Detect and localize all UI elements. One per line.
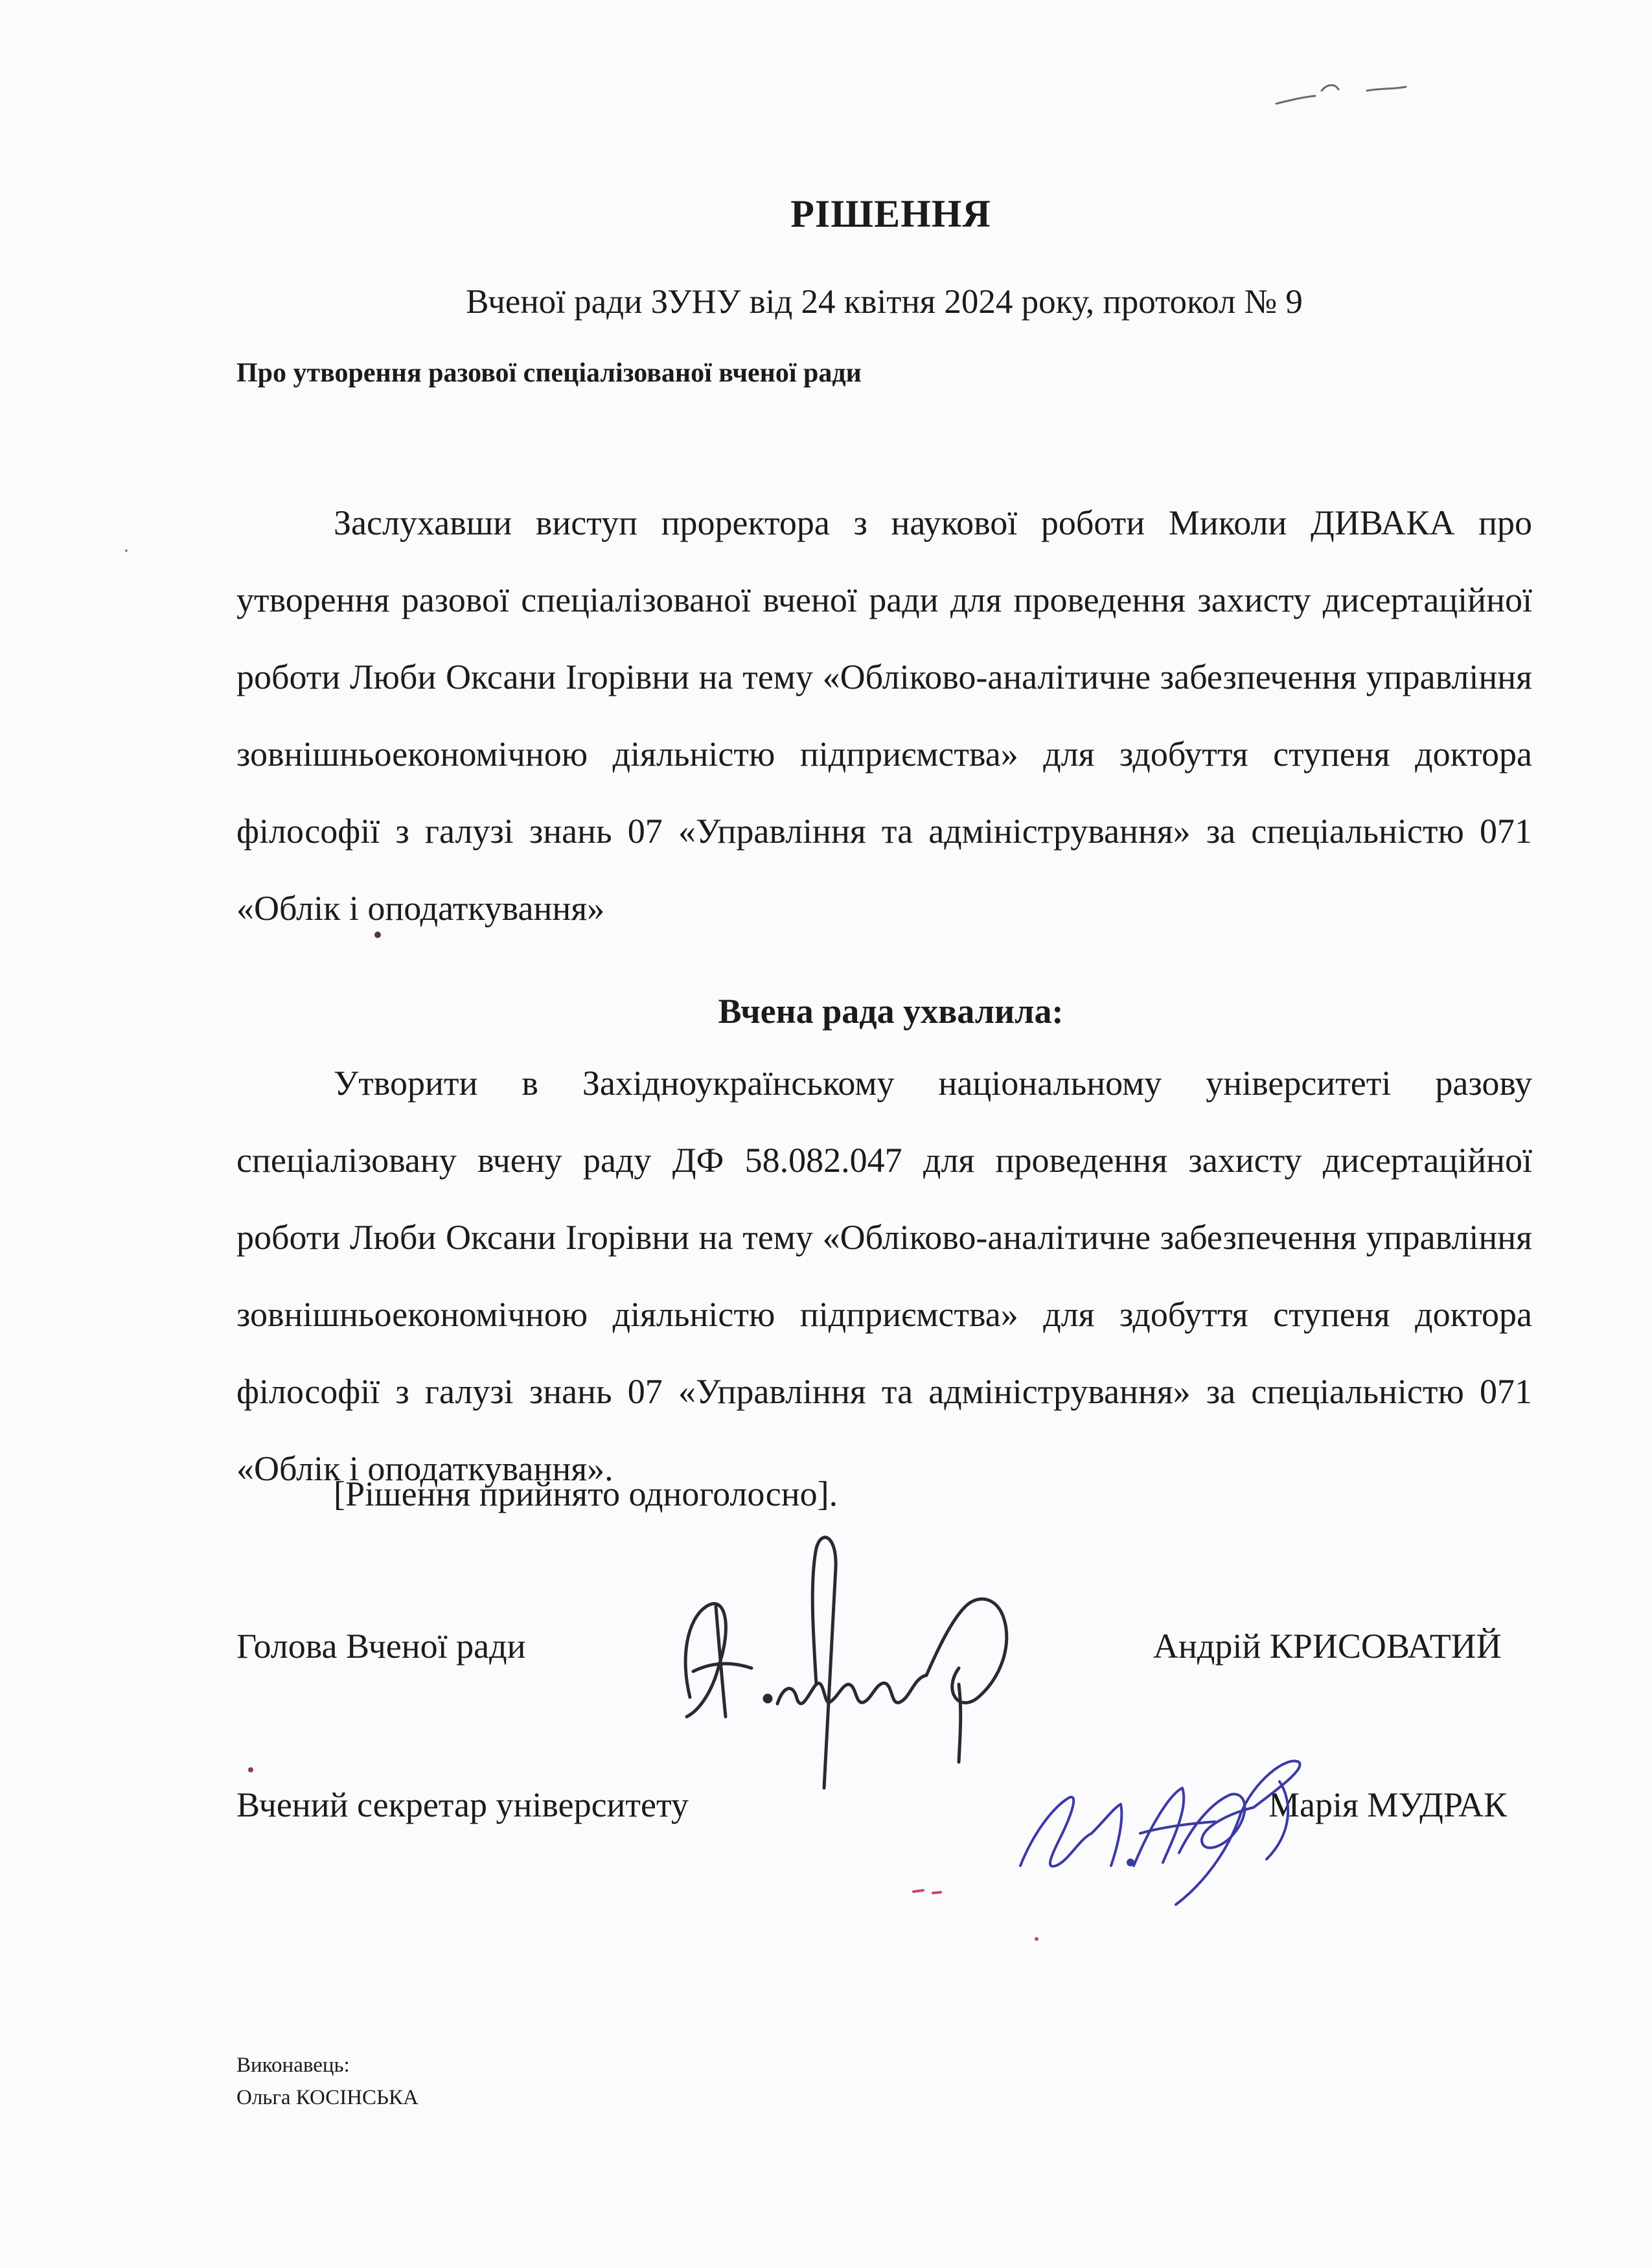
executor-label: Виконавець: bbox=[236, 2054, 350, 2077]
secretary-role: Вчений секретар університету bbox=[236, 1785, 689, 1824]
chair-role: Голова Вченої ради bbox=[236, 1627, 526, 1666]
document-title: РІШЕННЯ bbox=[790, 192, 991, 235]
document-subject: Про утворення разової спеціалізованої вченої ради bbox=[236, 358, 862, 388]
secretary-name: Марія МУДРАК bbox=[1268, 1785, 1508, 1824]
paragraph-heard-text: Заслухавши виступ проректора з наукової роботи Миколи ДИВАКА про утворення разової спеціалізованої вченої ради для проведення захисту дисертаційної роботи Люби Оксани Ігорівни на тему «Обліково-аналітичне забезпечення управління зовнішньоекономічною діяльністю підприємства» для здобуття ступеня доктора філософії з галузі знань 07 «Управління та адміністрування» за спеціальністю 071 «Облік і оподаткування» bbox=[236, 503, 1532, 928]
executor-name: Ольга КОСІНСЬКА bbox=[236, 2086, 419, 2109]
decision-note: [Рішення прийнято одноголосно]. bbox=[334, 1474, 838, 1513]
resolved-heading: Вчена рада ухвалила: bbox=[718, 992, 1064, 1031]
paragraph-resolved-text: Утворити в Західноукраїнському національному університеті разову спеціалізовану вчену раду ДФ 58.082.047 для проведення захисту дисертаційної роботи Люби Оксани Ігорівни на тему «Обліково-аналітичне забезпечення управління зовнішньоекономічною діяльністю підприємства» для здобуття ступеня доктора філософії з галузі знань 07 «Управління та адміністрування» за спеціальністю 071 «Облік і оподаткування». bbox=[236, 1064, 1532, 1488]
document-subtitle: Вченої ради ЗУНУ від 24 квітня 2024 року, протокол № 9 bbox=[466, 283, 1303, 321]
chair-name: Андрій КРИСОВАТИЙ bbox=[1153, 1627, 1502, 1666]
